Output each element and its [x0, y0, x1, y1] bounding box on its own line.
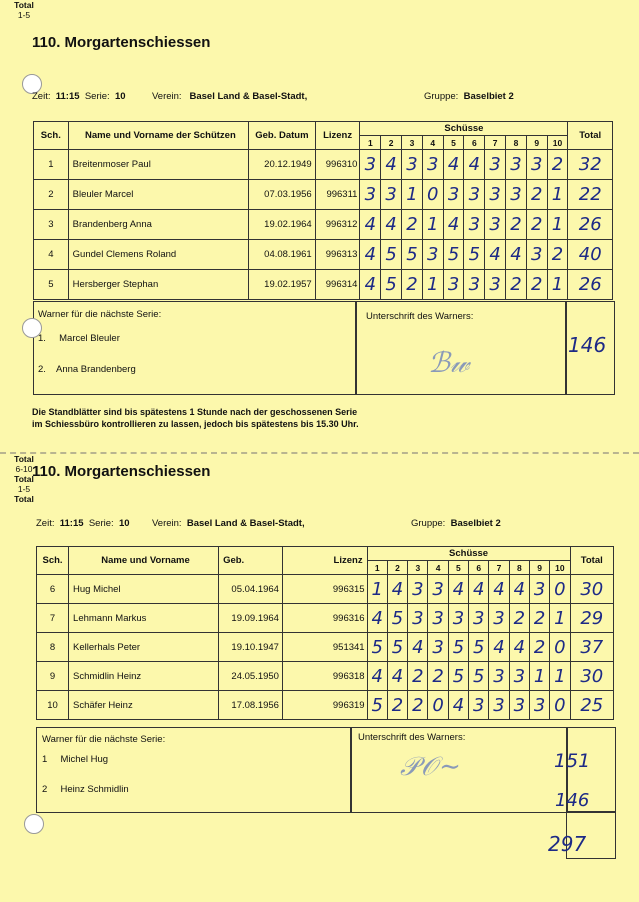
shot-score: 3	[469, 691, 489, 720]
shot-score: 0	[550, 691, 570, 720]
shot-number-header: 6	[464, 136, 485, 150]
shooter-number: 4	[34, 240, 69, 270]
signature-label: Unterschrift des Warners:	[358, 732, 466, 743]
shot-score: 4	[381, 150, 402, 180]
grand-total-value: 297	[548, 832, 587, 856]
meta-verein: Verein: Basel Land & Basel-Stadt,	[152, 91, 308, 102]
birth-date: 19.10.1947	[219, 633, 283, 662]
handwritten-signature: ℬ𝓌	[428, 346, 470, 379]
table-row	[34, 270, 613, 300]
shot-score: 3	[422, 150, 443, 180]
page-title: 110. Morgartenschiessen	[32, 34, 211, 51]
shot-score: 3	[506, 180, 527, 210]
meta-zeit: Zeit: 11:15 Serie: 10	[32, 91, 126, 102]
shot-score: 3	[469, 604, 489, 633]
shot-score: 2	[428, 662, 448, 691]
sum-value: 146	[568, 333, 607, 357]
shot-number-header: 1	[360, 136, 381, 150]
shooter-number: 7	[37, 604, 69, 633]
sum-a-value: 151	[554, 750, 591, 772]
shot-number-header: 7	[485, 136, 506, 150]
shot-score: 3	[529, 575, 549, 604]
shot-number-header: 2	[381, 136, 402, 150]
shot-score: 2	[402, 210, 423, 240]
shot-score: 5	[387, 633, 407, 662]
score-table	[36, 546, 614, 720]
shot-score: 4	[408, 633, 428, 662]
shot-score: 3	[464, 270, 485, 300]
shot-score: 2	[509, 604, 529, 633]
shot-score: 3	[448, 604, 468, 633]
shot-score: 3	[428, 633, 448, 662]
shot-score: 5	[448, 633, 468, 662]
shooter-name: Hersberger Stephan	[68, 270, 248, 300]
shooter-name: Brandenberg Anna	[68, 210, 248, 240]
shot-number-header: 10	[550, 561, 570, 575]
shooter-number: 3	[34, 210, 69, 240]
shot-score: 0	[422, 180, 443, 210]
shot-score: 2	[526, 210, 547, 240]
shot-score: 3	[526, 240, 547, 270]
shot-score: 5	[367, 633, 387, 662]
shot-number-header: 6	[469, 561, 489, 575]
shot-score: 0	[550, 633, 570, 662]
shot-score: 3	[428, 575, 448, 604]
shot-score: 1	[422, 210, 443, 240]
shot-score: 4	[489, 575, 509, 604]
row-total: 25	[570, 691, 613, 720]
shot-score: 3	[489, 604, 509, 633]
meta-zeit: Zeit: 11:15 Serie: 10	[36, 518, 130, 529]
shot-score: 5	[448, 662, 468, 691]
shot-score: 3	[526, 150, 547, 180]
license-number: 996310	[315, 150, 360, 180]
birth-date: 04.08.1961	[249, 240, 316, 270]
shot-score: 3	[529, 691, 549, 720]
birth-date: 05.04.1964	[219, 575, 283, 604]
shot-score: 4	[360, 210, 381, 240]
shot-score: 2	[547, 150, 568, 180]
shot-score: 4	[387, 662, 407, 691]
warner-item: 1 Michel Hug	[42, 754, 109, 765]
grand-total-label: Total	[14, 494, 34, 504]
table-row	[34, 150, 613, 180]
col-lizenz: Lizenz	[282, 547, 367, 575]
col-name: Name und Vorname der Schützen	[68, 122, 248, 150]
warner-item: 2. Anna Brandenberg	[38, 364, 136, 375]
shot-score: 4	[509, 575, 529, 604]
meta-verein: Verein: Basel Land & Basel-Stadt,	[152, 518, 305, 529]
shooter-name: Bleuler Marcel	[68, 180, 248, 210]
shot-score: 1	[529, 662, 549, 691]
shot-score: 1	[547, 270, 568, 300]
shot-score: 1	[422, 270, 443, 300]
sum-b-range: 1-5	[17, 484, 31, 494]
warner-label: Warner für die nächste Serie:	[38, 309, 162, 320]
shot-score: 3	[464, 180, 485, 210]
col-sch: Sch.	[34, 122, 69, 150]
shot-score: 2	[506, 270, 527, 300]
shot-score: 5	[469, 662, 489, 691]
row-total: 26	[568, 270, 613, 300]
birth-date: 19.02.1957	[249, 270, 316, 300]
table-row	[37, 662, 614, 691]
col-schuesse: Schüsse	[360, 122, 568, 136]
shot-score: 4	[360, 270, 381, 300]
col-geb: Geb.	[219, 547, 283, 575]
shot-score: 5	[402, 240, 423, 270]
shot-score: 4	[443, 150, 464, 180]
shot-score: 5	[367, 691, 387, 720]
row-total: 30	[570, 575, 613, 604]
table-row	[37, 575, 614, 604]
score-table	[33, 121, 613, 300]
license-number: 996318	[282, 662, 367, 691]
shot-score: 2	[402, 270, 423, 300]
shot-score: 4	[506, 240, 527, 270]
shot-score: 4	[464, 150, 485, 180]
birth-date: 17.08.1956	[219, 691, 283, 720]
shooter-number: 2	[34, 180, 69, 210]
shot-number-header: 7	[489, 561, 509, 575]
col-total: Total	[570, 547, 613, 575]
shot-score: 5	[469, 633, 489, 662]
license-number: 996315	[282, 575, 367, 604]
shot-score: 4	[485, 240, 506, 270]
shot-score: 5	[387, 604, 407, 633]
shot-score: 5	[381, 270, 402, 300]
table-row	[37, 633, 614, 662]
notice-text: Die Standblätter sind bis spätestens 1 Stunde nach der geschossenen Serie im Schiessbüro kontrollieren zu lassen, jedoch bis spätestens bis 15.30 Uhr.	[32, 407, 359, 429]
row-total: 26	[568, 210, 613, 240]
col-schuesse: Schüsse	[367, 547, 570, 561]
shot-number-header: 2	[387, 561, 407, 575]
shot-number-header: 5	[443, 136, 464, 150]
shot-score: 3	[485, 210, 506, 240]
shot-score: 3	[464, 210, 485, 240]
shot-score: 4	[381, 210, 402, 240]
shooter-name: Kellerhals Peter	[69, 633, 219, 662]
table-row	[34, 240, 613, 270]
table-row	[34, 210, 613, 240]
shot-score: 3	[489, 662, 509, 691]
shooter-number: 9	[37, 662, 69, 691]
shot-score: 4	[367, 604, 387, 633]
shot-number-header: 1	[367, 561, 387, 575]
signature-label: Unterschrift des Warners:	[366, 311, 474, 322]
shot-score: 1	[547, 210, 568, 240]
license-number: 996316	[282, 604, 367, 633]
row-total: 32	[568, 150, 613, 180]
shooter-name: Schäfer Heinz	[69, 691, 219, 720]
shot-score: 4	[469, 575, 489, 604]
score-sheet-2	[0, 452, 639, 902]
col-total: Total	[568, 122, 613, 150]
handwritten-signature: 𝒫𝒪∼	[400, 752, 463, 782]
shot-number-header: 5	[448, 561, 468, 575]
warner-item: 2 Heinz Schmidlin	[42, 784, 129, 795]
shot-score: 2	[408, 691, 428, 720]
shooter-name: Schmidlin Heinz	[69, 662, 219, 691]
shot-score: 2	[529, 633, 549, 662]
page-title: 110. Morgartenschiessen	[32, 463, 211, 480]
shot-score: 1	[402, 180, 423, 210]
shooter-name: Lehmann Markus	[69, 604, 219, 633]
sum-b-label: Total	[14, 474, 34, 484]
shot-score: 3	[422, 240, 443, 270]
shot-score: 2	[387, 691, 407, 720]
col-name: Name und Vorname	[69, 547, 219, 575]
shooter-name: Gundel Clemens Roland	[68, 240, 248, 270]
shot-score: 4	[367, 662, 387, 691]
shooter-number: 6	[37, 575, 69, 604]
shot-score: 3	[489, 691, 509, 720]
shot-score: 4	[360, 240, 381, 270]
table-row	[37, 691, 614, 720]
license-number: 996313	[315, 240, 360, 270]
shooter-name: Breitenmoser Paul	[68, 150, 248, 180]
shot-score: 1	[547, 180, 568, 210]
shot-score: 3	[360, 180, 381, 210]
sum-a-range: 6-10	[15, 464, 33, 474]
shot-score: 3	[428, 604, 448, 633]
shot-score: 2	[526, 180, 547, 210]
row-total: 22	[568, 180, 613, 210]
shot-number-header: 3	[402, 136, 423, 150]
license-number: 951341	[282, 633, 367, 662]
meta-gruppe: Gruppe: Baselbiet 2	[424, 91, 514, 102]
shot-score: 1	[550, 604, 570, 633]
birth-date: 20.12.1949	[249, 150, 316, 180]
shot-score: 3	[509, 662, 529, 691]
shot-number-header: 4	[422, 136, 443, 150]
shooter-number: 1	[34, 150, 69, 180]
col-lizenz: Lizenz	[315, 122, 360, 150]
meta-gruppe: Gruppe: Baselbiet 2	[411, 518, 501, 529]
shot-number-header: 9	[526, 136, 547, 150]
sum-a-label: Total	[14, 454, 34, 464]
table-row	[37, 604, 614, 633]
shot-score: 2	[408, 662, 428, 691]
birth-date: 19.09.1964	[219, 604, 283, 633]
shot-number-header: 10	[547, 136, 568, 150]
shot-score: 2	[529, 604, 549, 633]
birth-date: 07.03.1956	[249, 180, 316, 210]
shot-score: 4	[448, 575, 468, 604]
birth-date: 19.02.1964	[249, 210, 316, 240]
shot-score: 3	[485, 150, 506, 180]
shot-number-header: 8	[506, 136, 527, 150]
shot-number-header: 9	[529, 561, 549, 575]
warner-item: 1. Marcel Bleuler	[38, 333, 120, 344]
license-number: 996311	[315, 180, 360, 210]
shot-score: 1	[367, 575, 387, 604]
shot-score: 5	[443, 240, 464, 270]
col-sch: Sch.	[37, 547, 69, 575]
shot-score: 2	[506, 210, 527, 240]
row-total: 30	[570, 662, 613, 691]
shot-number-header: 3	[408, 561, 428, 575]
shot-score: 3	[408, 575, 428, 604]
shooter-number: 10	[37, 691, 69, 720]
punch-hole	[24, 814, 44, 834]
shooter-name: Hug Michel	[69, 575, 219, 604]
sum-b-value: 146	[555, 790, 590, 811]
shot-score: 5	[381, 240, 402, 270]
shot-score: 3	[381, 180, 402, 210]
shooter-number: 5	[34, 270, 69, 300]
shot-score: 0	[550, 575, 570, 604]
license-number: 996319	[282, 691, 367, 720]
shot-score: 3	[509, 691, 529, 720]
sum-range: 1-5	[17, 10, 31, 20]
license-number: 996312	[315, 210, 360, 240]
shot-score: 4	[509, 633, 529, 662]
license-number: 996314	[315, 270, 360, 300]
shot-score: 0	[428, 691, 448, 720]
shot-score: 4	[448, 691, 468, 720]
table-row	[34, 180, 613, 210]
shot-score: 4	[443, 210, 464, 240]
warner-label: Warner für die nächste Serie:	[42, 734, 166, 745]
row-total: 37	[570, 633, 613, 662]
shot-score: 4	[489, 633, 509, 662]
shot-score: 3	[443, 180, 464, 210]
shot-score: 3	[506, 150, 527, 180]
shooter-number: 8	[37, 633, 69, 662]
shot-score: 3	[408, 604, 428, 633]
shot-score: 3	[485, 180, 506, 210]
birth-date: 24.05.1950	[219, 662, 283, 691]
shot-score: 1	[550, 662, 570, 691]
shot-number-header: 4	[428, 561, 448, 575]
col-geb: Geb. Datum	[249, 122, 316, 150]
shot-score: 3	[360, 150, 381, 180]
shot-score: 3	[402, 150, 423, 180]
shot-score: 4	[387, 575, 407, 604]
shot-number-header: 8	[509, 561, 529, 575]
row-total: 40	[568, 240, 613, 270]
shot-score: 2	[526, 270, 547, 300]
shot-score: 5	[464, 240, 485, 270]
shot-score: 3	[443, 270, 464, 300]
shot-score: 2	[547, 240, 568, 270]
shot-score: 3	[485, 270, 506, 300]
row-total: 29	[570, 604, 613, 633]
sum-label: Total	[14, 0, 34, 10]
